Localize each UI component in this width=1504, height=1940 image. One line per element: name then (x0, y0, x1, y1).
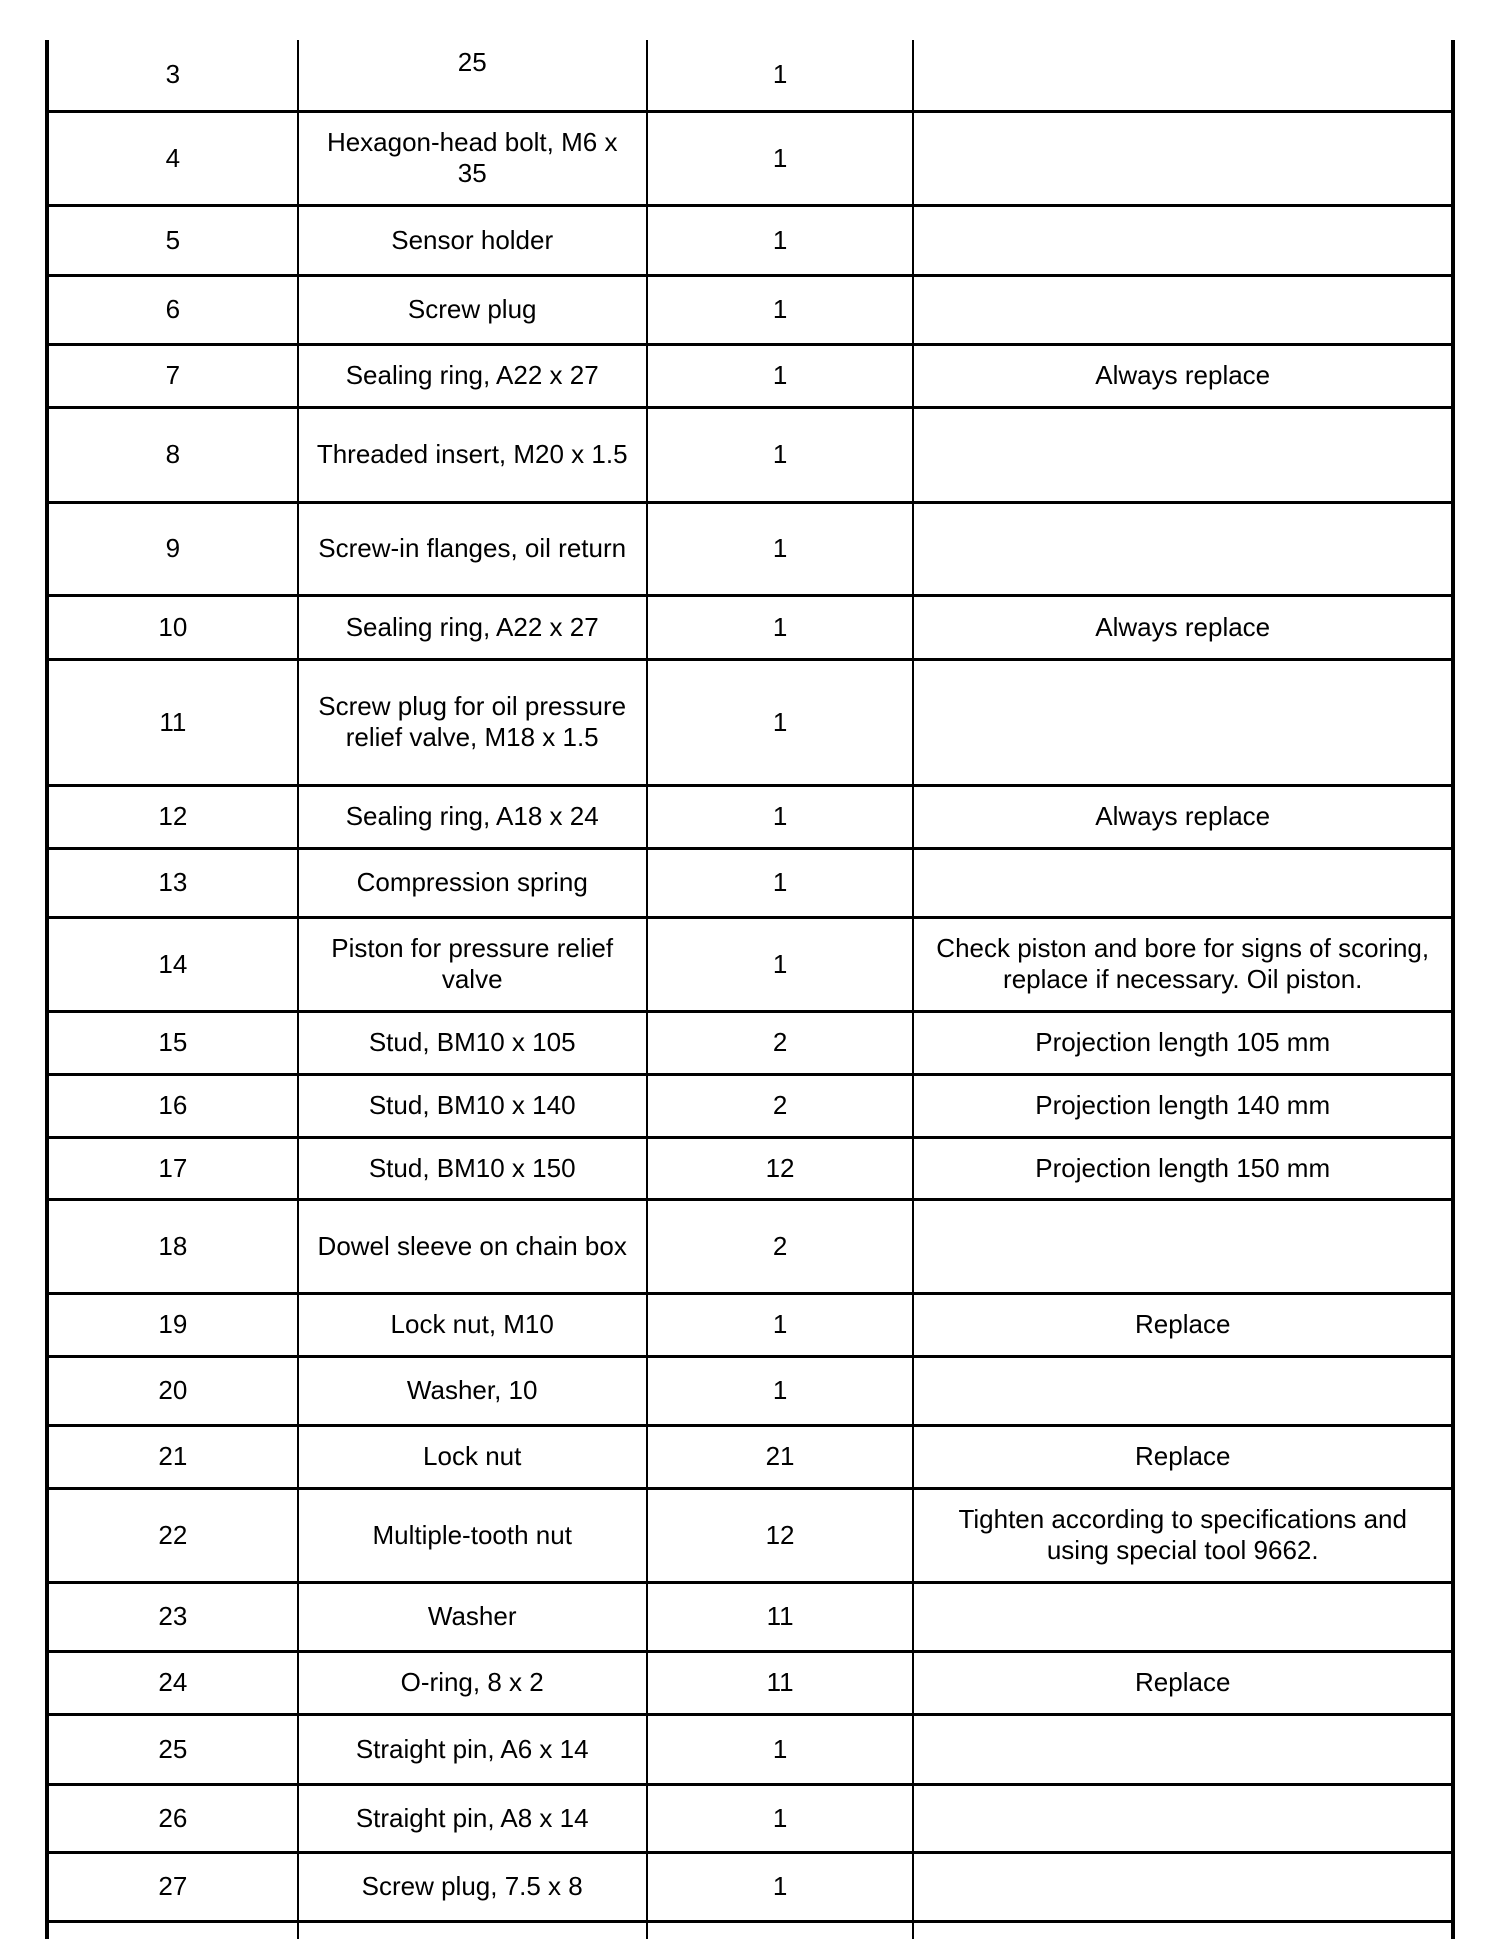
parts-table-body (47, 40, 1453, 1939)
note-cell: Replace (913, 1651, 1453, 1714)
item-number-cell: 14 (47, 917, 298, 1011)
description-cell: Screw plug (298, 275, 647, 344)
quantity-cell: 1 (647, 407, 914, 502)
note-cell: Always replace (913, 344, 1453, 407)
table-row (47, 502, 1453, 595)
item-number-cell: 17 (47, 1137, 298, 1199)
note-cell (913, 275, 1453, 344)
description-cell: Straight pin, A6 x 14 (298, 1714, 647, 1784)
table-row (47, 848, 1453, 917)
description-cell: Sealing ring, A22 x 27 (298, 595, 647, 659)
table-row (47, 1356, 1453, 1425)
table-row (47, 1011, 1453, 1074)
table-row-continuation (47, 1921, 1453, 1939)
table-row (47, 344, 1453, 407)
description-cell: Screw plug, 7.5 x 8 (298, 1852, 647, 1921)
empty-cell (913, 1921, 1453, 1939)
note-cell (913, 1582, 1453, 1651)
item-number-cell: 19 (47, 1293, 298, 1356)
note-cell: Replace (913, 1293, 1453, 1356)
quantity-cell: 1 (647, 785, 914, 848)
description-cell: Sealing ring, A22 x 27 (298, 344, 647, 407)
quantity-cell: 1 (647, 1293, 914, 1356)
item-number-cell: 21 (47, 1425, 298, 1488)
note-cell (913, 1784, 1453, 1852)
note-cell (913, 1714, 1453, 1784)
quantity-cell: 2 (647, 1199, 914, 1293)
table-row (47, 1784, 1453, 1852)
note-cell: Projection length 150 mm (913, 1137, 1453, 1199)
parts-table (45, 40, 1455, 1939)
note-cell: Always replace (913, 785, 1453, 848)
table-row (47, 205, 1453, 275)
item-number-cell: 13 (47, 848, 298, 917)
quantity-cell: 1 (647, 275, 914, 344)
description-cell: Washer, 10 (298, 1356, 647, 1425)
description-cell: Straight pin, A8 x 14 (298, 1784, 647, 1852)
description-cell: Dowel sleeve on chain box (298, 1199, 647, 1293)
note-cell (913, 1852, 1453, 1921)
table-row (47, 1074, 1453, 1137)
quantity-cell: 1 (647, 40, 914, 111)
item-number-cell: 10 (47, 595, 298, 659)
table-row (47, 785, 1453, 848)
note-cell (913, 659, 1453, 785)
table-row (47, 1293, 1453, 1356)
item-number-cell: 27 (47, 1852, 298, 1921)
empty-cell (298, 1921, 647, 1939)
quantity-cell: 1 (647, 502, 914, 595)
table-row (47, 917, 1453, 1011)
description-cell: Lock nut (298, 1425, 647, 1488)
description-cell: Screw plug for oil pressure relief valve, M18 x 1.5 (298, 659, 647, 785)
description-cell: Sealing ring, A18 x 24 (298, 785, 647, 848)
item-number-cell: 8 (47, 407, 298, 502)
table-row (47, 1137, 1453, 1199)
item-number-cell: 4 (47, 111, 298, 205)
quantity-cell: 1 (647, 344, 914, 407)
quantity-cell: 1 (647, 848, 914, 917)
table-row (47, 111, 1453, 205)
description-cell: Hexagon-head bolt, M6 x 35 (298, 111, 647, 205)
item-number-cell: 24 (47, 1651, 298, 1714)
note-cell: Check piston and bore for signs of scoring, replace if necessary. Oil piston. (913, 917, 1453, 1011)
item-number-cell: 20 (47, 1356, 298, 1425)
item-number-cell: 22 (47, 1488, 298, 1582)
table-row (47, 407, 1453, 502)
quantity-cell: 1 (647, 659, 914, 785)
table-row (47, 1582, 1453, 1651)
table-row (47, 1852, 1453, 1921)
item-number-cell: 9 (47, 502, 298, 595)
quantity-cell: 1 (647, 1852, 914, 1921)
quantity-cell: 1 (647, 1784, 914, 1852)
item-number-cell: 7 (47, 344, 298, 407)
description-cell: O-ring, 8 x 2 (298, 1651, 647, 1714)
table-row (47, 659, 1453, 785)
note-cell: Tighten according to specifications and using special tool 9662. (913, 1488, 1453, 1582)
item-number-cell: 26 (47, 1784, 298, 1852)
item-number-cell: 3 (47, 40, 298, 111)
item-number-cell: 15 (47, 1011, 298, 1074)
quantity-cell: 12 (647, 1137, 914, 1199)
description-cell: Screw-in flanges, oil return (298, 502, 647, 595)
quantity-cell: 1 (647, 917, 914, 1011)
table-row (47, 1199, 1453, 1293)
note-cell: Always replace (913, 595, 1453, 659)
quantity-cell: 11 (647, 1582, 914, 1651)
item-number-cell: 25 (47, 1714, 298, 1784)
note-cell (913, 205, 1453, 275)
item-number-cell: 23 (47, 1582, 298, 1651)
note-cell (913, 407, 1453, 502)
table-row (47, 40, 1453, 111)
table-row (47, 1714, 1453, 1784)
description-cell: Piston for pressure relief valve (298, 917, 647, 1011)
quantity-cell: 2 (647, 1074, 914, 1137)
note-cell: Projection length 105 mm (913, 1011, 1453, 1074)
description-cell: Threaded insert, M20 x 1.5 (298, 407, 647, 502)
empty-cell (647, 1921, 914, 1939)
description-cell: Washer (298, 1582, 647, 1651)
quantity-cell: 1 (647, 205, 914, 275)
quantity-cell: 2 (647, 1011, 914, 1074)
note-cell (913, 40, 1453, 111)
quantity-cell: 1 (647, 1356, 914, 1425)
item-number-cell: 12 (47, 785, 298, 848)
description-cell: Compression spring (298, 848, 647, 917)
note-cell (913, 1356, 1453, 1425)
note-cell: Projection length 140 mm (913, 1074, 1453, 1137)
quantity-cell: 1 (647, 111, 914, 205)
table-row (47, 1488, 1453, 1582)
empty-cell (47, 1921, 298, 1939)
table-row (47, 595, 1453, 659)
item-number-cell: 11 (47, 659, 298, 785)
item-number-cell: 6 (47, 275, 298, 344)
item-number-cell: 5 (47, 205, 298, 275)
description-cell: Stud, BM10 x 140 (298, 1074, 647, 1137)
quantity-cell: 1 (647, 1714, 914, 1784)
quantity-cell: 12 (647, 1488, 914, 1582)
description-cell: Stud, BM10 x 105 (298, 1011, 647, 1074)
note-cell (913, 111, 1453, 205)
quantity-cell: 1 (647, 595, 914, 659)
item-number-cell: 16 (47, 1074, 298, 1137)
quantity-cell: 21 (647, 1425, 914, 1488)
description-cell: Sensor holder (298, 205, 647, 275)
note-cell (913, 848, 1453, 917)
quantity-cell: 11 (647, 1651, 914, 1714)
description-cell: Multiple-tooth nut (298, 1488, 647, 1582)
description-cell: Stud, BM10 x 150 (298, 1137, 647, 1199)
table-row (47, 275, 1453, 344)
description-cell: Lock nut, M10 (298, 1293, 647, 1356)
note-cell (913, 502, 1453, 595)
item-number-cell: 18 (47, 1199, 298, 1293)
description-cell: 25 (298, 40, 647, 111)
table-row (47, 1651, 1453, 1714)
table-row (47, 1425, 1453, 1488)
note-cell (913, 1199, 1453, 1293)
note-cell: Replace (913, 1425, 1453, 1488)
